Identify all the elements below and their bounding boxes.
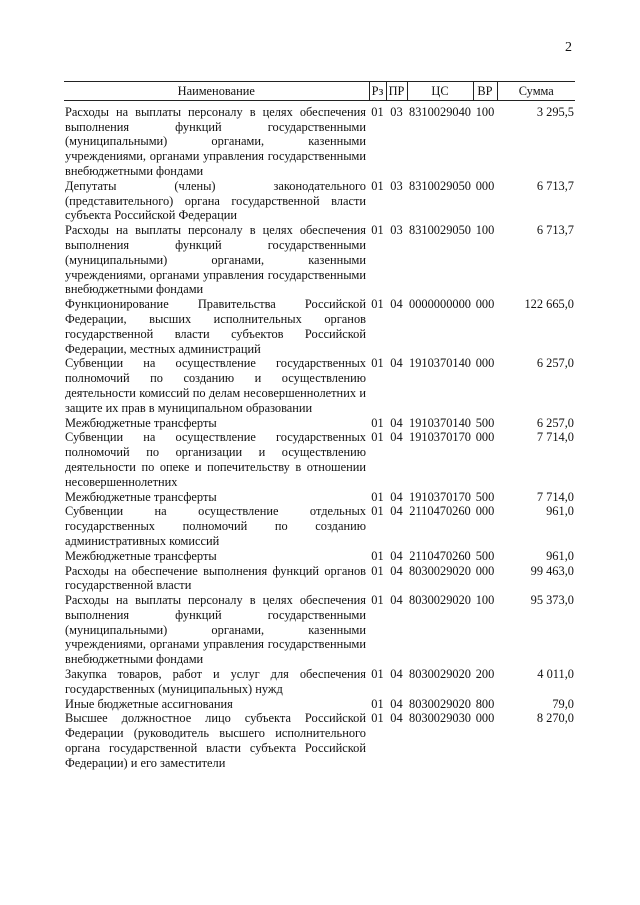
- cell-pr: 04: [390, 415, 403, 430]
- table-header-row: [64, 82, 575, 101]
- cell-name: Депутаты (члены) законодательного (представительного) органа государственной власти субъекта Российской Федерации: [65, 178, 366, 223]
- cell-name: Расходы на выплаты персоналу в целях обеспечения выполнения функций государственными (муниципальными) органами, казенными учреждениями, органами управления государственными внебюджетными фондами: [65, 593, 366, 667]
- cell-sum: 961,0: [546, 548, 574, 563]
- cell-vr: 500: [475, 415, 495, 430]
- table-row: [64, 297, 575, 356]
- table-row: [64, 593, 575, 667]
- table-row: [64, 564, 575, 594]
- cell-sum: 79,0: [552, 696, 574, 711]
- cell-vr: 000: [475, 297, 495, 312]
- cell-name: Закупка товаров, работ и услуг для обеспечения государственных (муниципальных) нужд: [65, 667, 366, 696]
- cell-name: Межбюджетные трансферты: [65, 415, 217, 430]
- cell-pr: 04: [390, 430, 403, 445]
- cell-vr: 800: [475, 696, 495, 711]
- table-row: [64, 416, 575, 431]
- cell-vr: 500: [475, 548, 495, 563]
- cell-sum: 99 463,0: [530, 563, 574, 578]
- cell-sum: 6 713,7: [536, 178, 574, 193]
- cell-vr: 100: [475, 223, 495, 238]
- cell-name: Иные бюджетные ассигнования: [65, 696, 233, 711]
- cell-cs: 8030029020: [409, 696, 471, 711]
- cell-sum: 961,0: [546, 504, 574, 519]
- cell-rz: 01: [371, 223, 384, 238]
- cell-cs: 1910370170: [409, 430, 471, 445]
- cell-pr: 04: [390, 356, 403, 371]
- cell-cs: 8030029020: [409, 667, 471, 682]
- table-row: [64, 179, 575, 223]
- cell-cs: 8030029020: [409, 563, 471, 578]
- cell-sum: 3 295,5: [536, 104, 574, 119]
- header-sum: Сумма: [497, 82, 575, 101]
- cell-rz: 01: [371, 104, 384, 119]
- cell-rz: 01: [371, 711, 384, 726]
- cell-vr: 100: [475, 593, 495, 608]
- cell-cs: 1910370140: [409, 356, 471, 371]
- cell-name: Субвенции на осуществление отдельных государственных полномочий по созданию административных комиссий: [65, 504, 366, 548]
- cell-vr: 000: [475, 430, 495, 445]
- table-row: [64, 667, 575, 697]
- table-row: [64, 430, 575, 489]
- cell-rz: 01: [371, 563, 384, 578]
- cell-name: Межбюджетные трансферты: [65, 489, 217, 504]
- cell-pr: 04: [390, 563, 403, 578]
- cell-sum: 8 270,0: [536, 711, 574, 726]
- cell-pr: 04: [390, 667, 403, 682]
- cell-vr: 500: [475, 489, 495, 504]
- table-row: [64, 549, 575, 564]
- cell-cs: 8030029030: [409, 711, 471, 726]
- cell-name: Межбюджетные трансферты: [65, 548, 217, 563]
- cell-name: Субвенции на осуществление государственных полномочий по созданию и осуществлению деятельности комиссий по делам несовершеннолетних и защите их прав в муниципальном образовании: [65, 356, 366, 415]
- cell-sum: 122 665,0: [524, 297, 574, 312]
- table-row: [64, 711, 575, 770]
- cell-rz: 01: [371, 430, 384, 445]
- cell-pr: 04: [390, 711, 403, 726]
- cell-cs: 1910370140: [409, 415, 471, 430]
- cell-rz: 01: [371, 178, 384, 193]
- cell-vr: 000: [475, 563, 495, 578]
- cell-sum: 6 257,0: [536, 415, 574, 430]
- cell-rz: 01: [371, 548, 384, 563]
- cell-sum: 7 714,0: [536, 430, 574, 445]
- cell-cs: 2110470260: [409, 548, 471, 563]
- cell-cs: 2110470260: [409, 504, 471, 519]
- table-row: [64, 356, 575, 415]
- cell-cs: 0000000000: [409, 297, 471, 312]
- cell-name: Расходы на обеспечение выполнения функций органов государственной власти: [65, 563, 366, 593]
- header-cs: ЦС: [407, 82, 473, 101]
- table-row: [64, 697, 575, 712]
- budget-table: [64, 81, 575, 771]
- cell-rz: 01: [371, 415, 384, 430]
- cell-sum: 7 714,0: [536, 489, 574, 504]
- cell-pr: 04: [390, 696, 403, 711]
- cell-pr: 04: [390, 593, 403, 608]
- cell-vr: 200: [475, 667, 495, 682]
- cell-pr: 03: [390, 223, 403, 238]
- table-row: [64, 223, 575, 297]
- cell-pr: 04: [390, 504, 403, 519]
- cell-cs: 8310029050: [409, 178, 471, 193]
- header-name: Наименование: [64, 82, 369, 101]
- header-pr: ПР: [386, 82, 407, 101]
- cell-pr: 03: [390, 104, 403, 119]
- cell-vr: 000: [475, 711, 495, 726]
- page-number: 2: [565, 40, 572, 55]
- header-vr: ВР: [473, 82, 497, 101]
- cell-rz: 01: [371, 667, 384, 682]
- cell-rz: 01: [371, 297, 384, 312]
- cell-cs: 1910370170: [409, 489, 471, 504]
- cell-pr: 04: [390, 548, 403, 563]
- cell-pr: 03: [390, 178, 403, 193]
- cell-name: Расходы на выплаты персоналу в целях обеспечения выполнения функций государственными (муниципальными) органами, казенными учреждениями, органами управления государственными внебюджетными фондами: [65, 223, 366, 297]
- table-row: [64, 490, 575, 505]
- cell-cs: 8030029020: [409, 593, 471, 608]
- cell-vr: 000: [475, 504, 495, 519]
- cell-vr: 000: [475, 178, 495, 193]
- table-row: [64, 504, 575, 548]
- header-rz: Рз: [369, 82, 386, 101]
- cell-name: Высшее должностное лицо субъекта Российской Федерации (руководитель высшего исполнительного органа государственной власти субъекта Российской Федерации) и его заместители: [65, 711, 366, 770]
- cell-sum: 6 257,0: [536, 356, 574, 371]
- cell-vr: 100: [475, 104, 495, 119]
- cell-rz: 01: [371, 504, 384, 519]
- cell-name: Субвенции на осуществление государственных полномочий по организации и осуществлению деятельности по опеке и попечительству в отношении несовершеннолетних: [65, 430, 366, 489]
- cell-sum: 95 373,0: [530, 593, 574, 608]
- cell-cs: 8310029050: [409, 223, 471, 238]
- cell-sum: 4 011,0: [537, 667, 574, 682]
- cell-pr: 04: [390, 297, 403, 312]
- table-row: [64, 100, 575, 178]
- cell-rz: 01: [371, 489, 384, 504]
- cell-name: Функционирование Правительства Российской Федерации, высших исполнительных органов государственной власти субъектов Российской Федерации, местных администраций: [65, 297, 366, 356]
- cell-sum: 6 713,7: [536, 223, 574, 238]
- cell-rz: 01: [371, 356, 384, 371]
- cell-rz: 01: [371, 593, 384, 608]
- cell-name: Расходы на выплаты персоналу в целях обеспечения выполнения функций государственными (муниципальными) органами, казенными учреждениями, органами управления государственными внебюджетными фондами: [65, 104, 366, 178]
- cell-vr: 000: [475, 356, 495, 371]
- cell-rz: 01: [371, 696, 384, 711]
- cell-cs: 8310029040: [409, 104, 471, 119]
- cell-pr: 04: [390, 489, 403, 504]
